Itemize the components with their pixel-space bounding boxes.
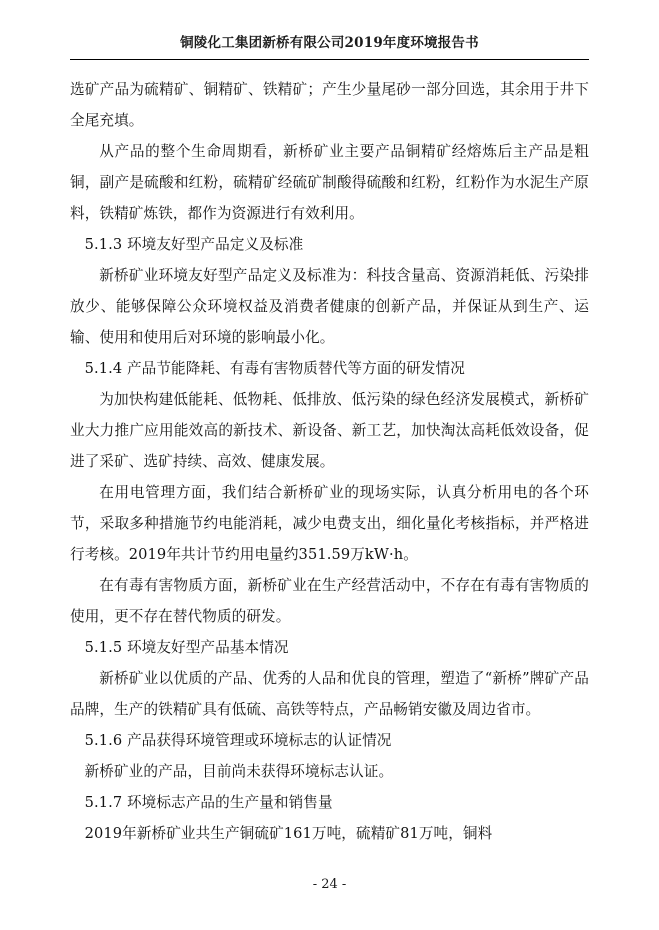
paragraph: 从产品的整个生命周期看，新桥矿业主要产品铜精矿经熔炼后主产品是粗铜，副产是硫酸和红粉，硫精矿经硫矿制酸得硫酸和红粉，红粉作为水泥生产原料，铁精矿炼铁，都作为资源进行有效利用。 xyxy=(70,142,589,222)
paragraph: 在用电管理方面，我们结合新桥矿业的现场实际，认真分析用电的各个环节，采取多种措施节约电能消耗，减少电费支出，细化量化考核指标，并严格进行考核。2019年共计节约用电量约351.59万kW·h。 xyxy=(70,483,589,563)
body-text xyxy=(70,74,589,849)
paragraph: 在有毒有害物质方面，新桥矿业在生产经营活动中，不存在有毒有害物质的使用，更不存在替代物质的研发。 xyxy=(70,576,589,625)
section-heading: 5.1.5 环境友好型产品基本情况 xyxy=(84,638,289,656)
paragraph: 新桥矿业环境友好型产品定义及标准为：科技含量高、资源消耗低、污染排放少、能够保障公众环境权益及消费者健康的创新产品，并保证从到生产、运输、使用和使用后对环境的影响最小化。 xyxy=(70,266,589,346)
page-number: - 24 - xyxy=(312,877,347,892)
section-heading: 5.1.7 环境标志产品的生产量和销售量 xyxy=(84,793,333,811)
section-heading: 5.1.3 环境友好型产品定义及标准 xyxy=(84,235,304,253)
section-heading: 5.1.4 产品节能降耗、有毒有害物质替代等方面的研发情况 xyxy=(84,359,465,377)
header-divider xyxy=(70,59,589,60)
paragraph: 2019年新桥矿业共生产铜硫矿161万吨，硫精矿81万吨，铜料 xyxy=(84,824,493,842)
paragraph: 选矿产品为硫精矿、铜精矿、铁精矿；产生少量尾砂一部分回选，其余用于井下全尾充填。 xyxy=(70,80,589,129)
paragraph: 新桥矿业的产品，目前尚未获得环境标志认证。 xyxy=(84,762,394,780)
paragraph: 新桥矿业以优质的产品、优秀的人品和优良的管理，塑造了“新桥”牌矿产品品牌，生产的铁精矿具有低硫、高铁等特点，产品畅销安徽及周边省市。 xyxy=(70,669,589,718)
paragraph: 为加快构建低能耗、低物耗、低排放、低污染的绿色经济发展模式，新桥矿业大力推广应用能效高的新技术、新设备、新工艺，加快淘汰高耗低效设备，促进了采矿、选矿持续、高效、健康发展。 xyxy=(70,390,589,470)
section-heading: 5.1.6 产品获得环境管理或环境标志的认证情况 xyxy=(84,731,392,749)
page-header-title: 铜陵化工集团新桥有限公司2019年度环境报告书 xyxy=(180,35,479,51)
